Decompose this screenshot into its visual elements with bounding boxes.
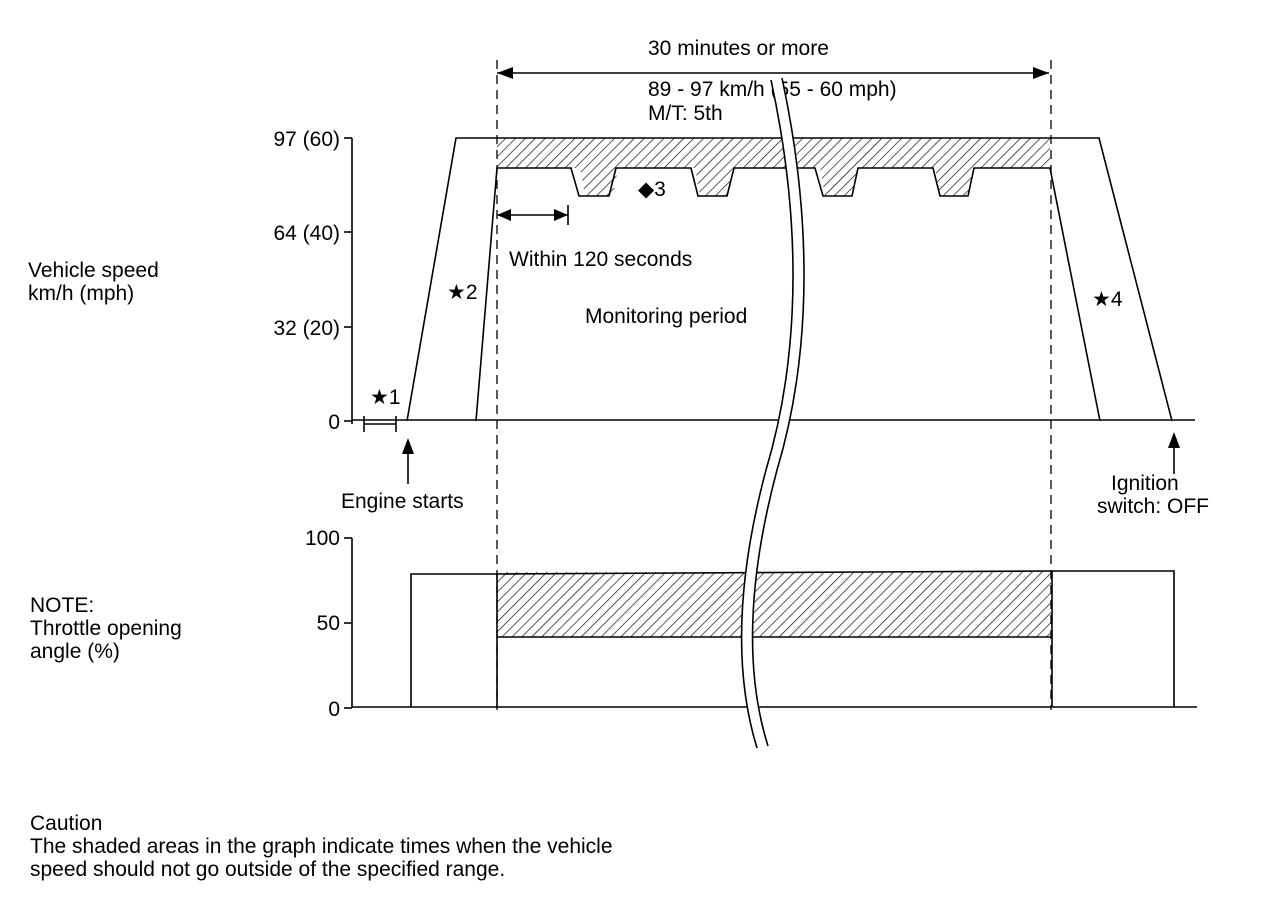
engine-starts-label: Engine starts	[341, 490, 464, 513]
speed-tick-97: 97 (60)	[273, 128, 340, 151]
caution-line-1: The shaded areas in the graph indicate times when the vehicle	[30, 835, 613, 858]
speed-tick-64: 64 (40)	[273, 222, 340, 245]
star1-interval	[364, 416, 396, 432]
engine-start-arrow	[402, 438, 414, 484]
duration-label: 30 minutes or more	[648, 37, 829, 60]
marker-star-1: ★1	[370, 386, 401, 409]
speed-shaded-band	[497, 138, 1050, 196]
speed-tick-0: 0	[328, 411, 340, 434]
speed-decel-line	[1099, 138, 1172, 421]
gear-label: M/T: 5th	[648, 102, 723, 125]
ignition-off-arrow	[1168, 432, 1180, 474]
monitoring-label: Monitoring period	[585, 305, 748, 328]
within-label: Within 120 seconds	[509, 248, 693, 271]
throttle-axis	[344, 538, 352, 708]
caution-title: Caution	[30, 812, 103, 835]
within-arrow	[497, 205, 568, 225]
throttle-axis-unit: angle (%)	[30, 640, 120, 663]
throttle-tick-100: 100	[304, 527, 340, 550]
speed-axis-unit: km/h (mph)	[28, 282, 135, 305]
throttle-note: NOTE:	[30, 594, 95, 617]
speed-tick-32: 32 (20)	[273, 317, 340, 340]
throttle-tick-0: 0	[328, 698, 340, 721]
throttle-shaded-band	[497, 572, 1051, 637]
marker-star-2: ★2	[447, 281, 478, 304]
ignition-label-2: switch: OFF	[1097, 495, 1210, 518]
speed-max-line	[407, 138, 1100, 421]
speed-range-label: 89 - 97 km/h (55 - 60 mph)	[648, 78, 897, 101]
speed-axis	[344, 138, 352, 424]
ignition-label-1: Ignition	[1111, 472, 1179, 495]
throttle-tick-50: 50	[316, 612, 340, 635]
time-break	[742, 78, 804, 748]
caution-block	[30, 812, 790, 881]
speed-axis-title: Vehicle speed	[28, 259, 159, 282]
marker-diamond-3: ◆3	[638, 178, 666, 201]
marker-star-4: ★4	[1092, 288, 1123, 311]
throttle-axis-title: Throttle opening	[30, 617, 182, 640]
caution-line-2: speed should not go outside of the specified range.	[30, 858, 506, 881]
